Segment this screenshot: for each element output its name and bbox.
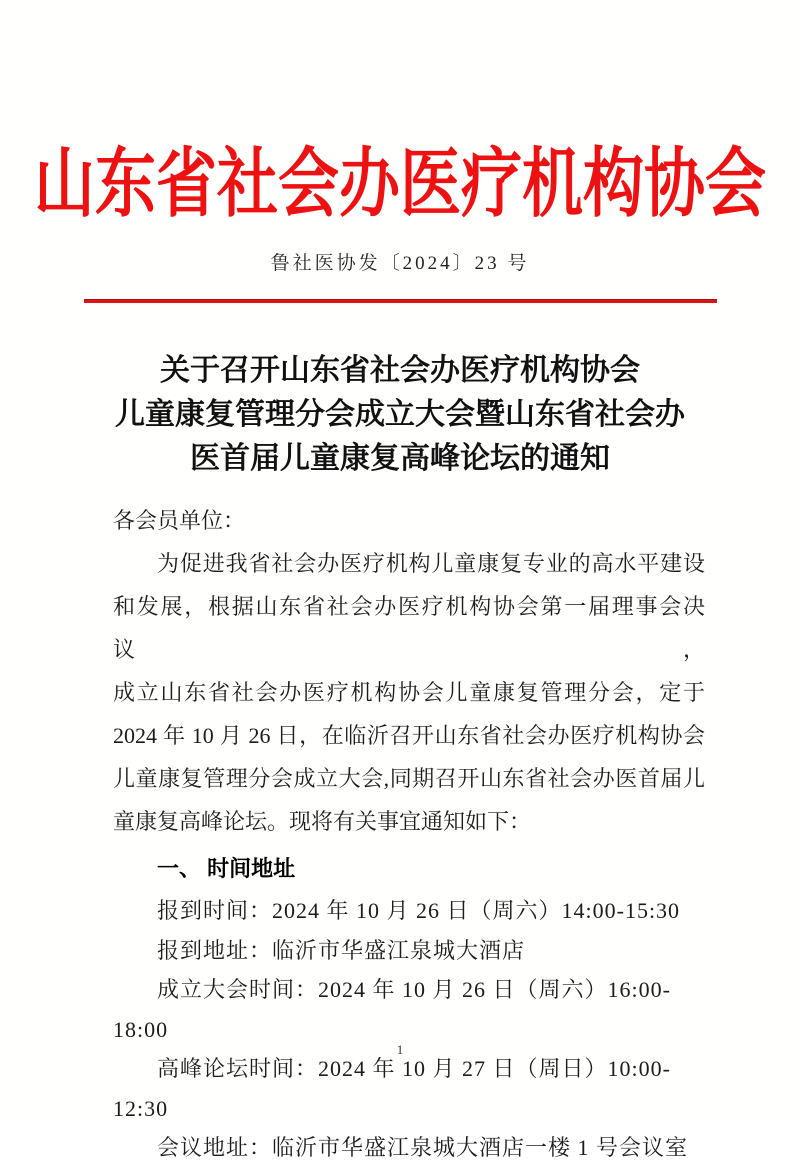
paragraph-line: 成立山东省社会办医疗机构协会儿童康复管理分会，定于	[113, 680, 705, 705]
page-number: 1	[396, 1042, 404, 1057]
salutation: 各会员单位：	[113, 508, 246, 533]
detail-meeting-address: 会议地址：临沂市华盛江泉城大酒店一楼 1 号会议室	[157, 1135, 689, 1160]
paragraph-line: 2024 年 10 月 26 日，在临沂召开山东省社会办医疗机构协会	[113, 723, 705, 748]
detail-forum-time: 高峰论坛时间：2024 年 10 月 27 日（周日）10:00-12:30	[113, 1056, 671, 1121]
detail-founding-meeting-time: 成立大会时间：2024 年 10 月 26 日（周六）16:00-18:00	[113, 977, 671, 1042]
title-line-3: 医首届儿童康复高峰论坛的通知	[190, 442, 610, 475]
detail-checkin-address: 报到地址：临沂市华盛江泉城大酒店	[157, 937, 526, 963]
title-line-2: 儿童康复管理分会成立大会暨山东省社会办	[115, 398, 685, 431]
section-heading-time-address: 一、 时间地址	[157, 856, 296, 881]
paragraph-line: 为促进我省社会办医疗机构儿童康复专业的高水平建设	[157, 551, 705, 576]
document-title	[0, 349, 800, 481]
document-body	[113, 499, 705, 1168]
paragraph-line: 童康复高峰论坛。现将有关事宜通知如下：	[113, 809, 532, 834]
paragraph-line: 和发展，根据山东省社会办医疗机构协会第一届理事会决议，	[113, 594, 705, 662]
doc-number: 鲁社医协发〔2024〕23 号	[270, 253, 530, 274]
detail-checkin-time: 报到时间：2024 年 10 月 26 日（周六）14:00-15:30	[157, 898, 681, 923]
red-divider-line	[84, 299, 717, 303]
org-title-redhead: 山东省社会办医疗机构协会	[33, 143, 766, 227]
title-line-1: 关于召开山东省社会办医疗机构协会	[160, 354, 640, 387]
paragraph-line: 儿童康复管理分会成立大会,同期召开山东省社会办医首届儿	[113, 766, 705, 791]
